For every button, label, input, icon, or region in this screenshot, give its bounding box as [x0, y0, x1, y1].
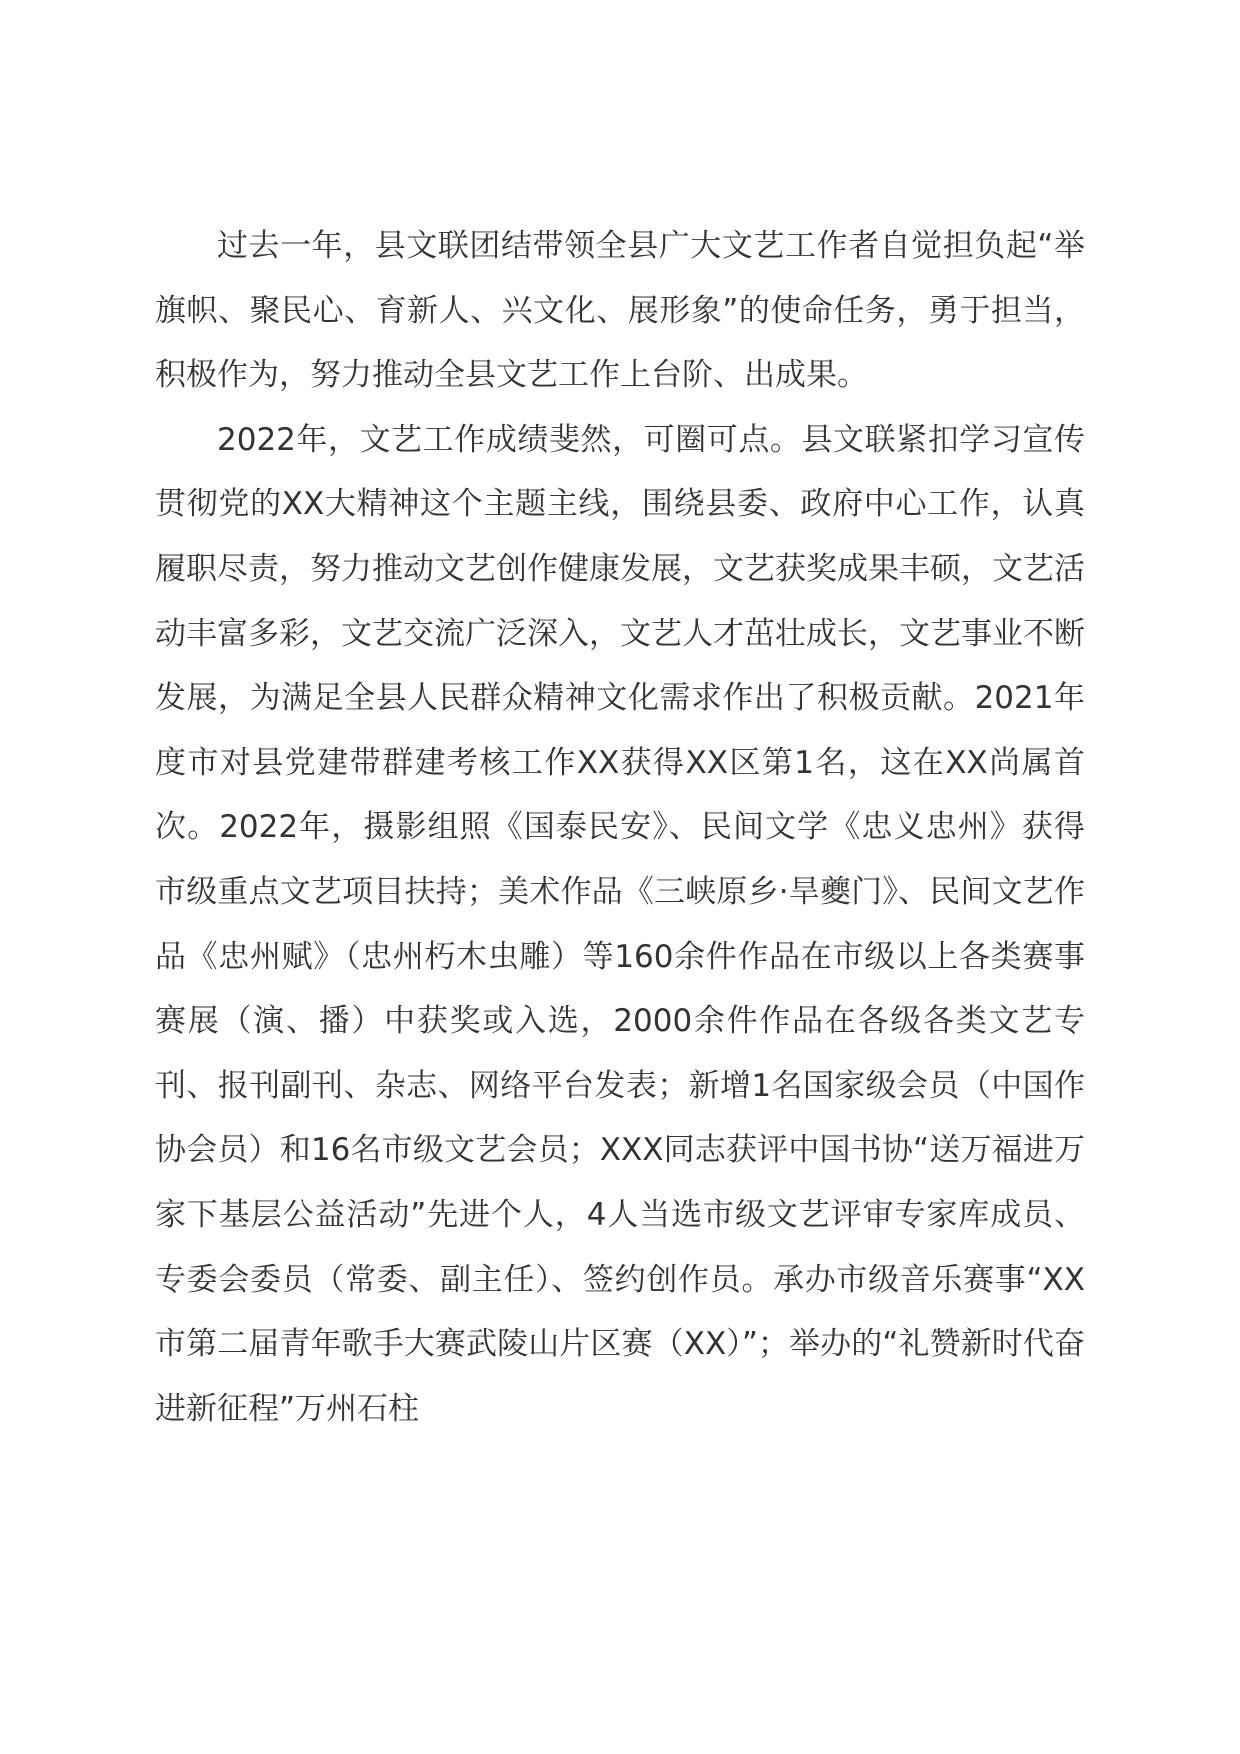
paragraph-1: 过去一年，县文联团结带领全县广大文艺工作者自觉担负起“举旗帜、聚民心、育新人、兴文化、展形象”的使命任务，勇于担当，积极作为，努力推动全县文艺工作上台阶、出成果。: [155, 228, 1085, 394]
document-body: [155, 214, 1085, 1441]
paragraph-2: 2022年，文艺工作成绩斐然，可圈可点。县文联紧扣学习宣传贯彻党的XX大精神这个主题主线，围绕县委、政府中心工作，认真履职尽责，努力推动文艺创作健康发展，文艺获奖成果丰硕，文艺活动丰富多彩，文艺交流广泛深入，文艺人才茁壮成长，文艺事业不断发展，为满足全县人民群众精神文化需求作出了积极贡献。2021年度市对县党建带群建考核工作XX获得XX区第1名，这在XX尚属首次。2022年，摄影组照《国泰民安》、民间文学《忠义忠州》获得市级重点文艺项目扶持；美术作品《三峡原乡·旱夔门》、民间文艺作品《忠州赋》（忠州朽木虫雕）等160余件作品在市级以上各类赛事赛展（演、播）中获奖或入选，2000余件作品在各级各类文艺专刊、报刊副刊、杂志、网络平台发表；新增1名国家级会员（中国作协会员）和16名市级文艺会员；XXX同志获评中国书协“送万福进万家下基层公益活动”先进个人，4人当选市级文艺评审专家库成员、专委会委员（常委、副主任）、签约创作员。承办市级音乐赛事“XX市第二届青年歌手大赛武陵山片区赛（XX）”；举办的“礼赞新时代奋进新征程”万州石柱: [155, 421, 1085, 1427]
